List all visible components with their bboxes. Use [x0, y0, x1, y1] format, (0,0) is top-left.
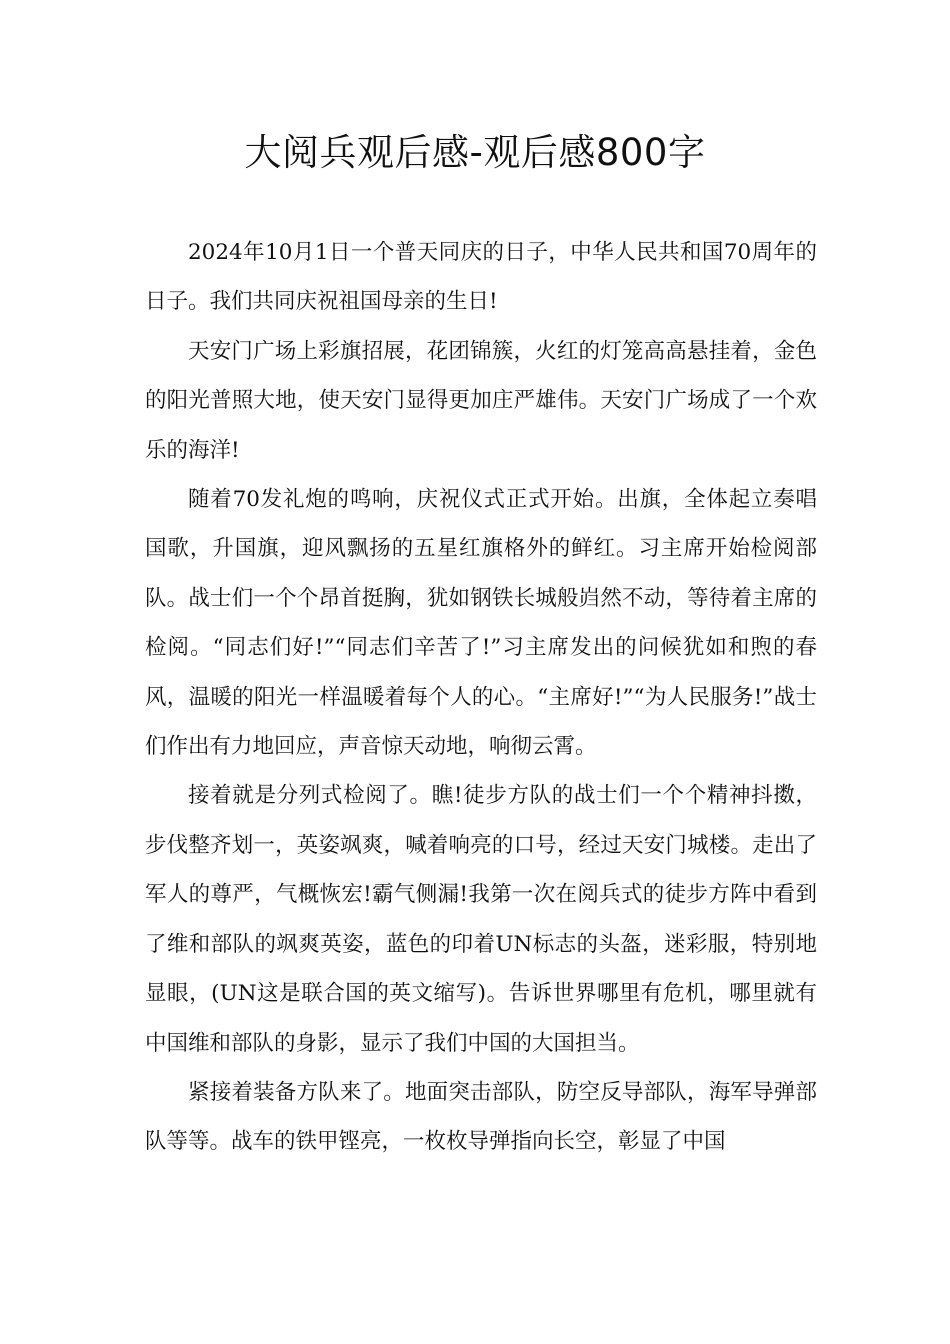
paragraph-4: 接着就是分列式检阅了。瞧!徒步方队的战士们一个个精神抖擞，步伐整齐划一，英姿飒爽，喊着响亮的口号，经过天安门城楼。走出了军人的尊严，气概恢宏!霸气侧漏!我第一次在阅兵式的徒步方阵中看到了维和部队的飒爽英姿，蓝色的印着UN标志的头盔，迷彩服，特别地显眼，(UN这是联合国的英文缩写)。告诉世界哪里有危机，哪里就有中国维和部队的身影，显示了我们中国的大国担当。 [145, 783, 817, 1056]
paragraph-2: 天安门广场上彩旗招展，花团锦簇，火红的灯笼高高悬挂着，金色的阳光普照大地，使天安门显得更加庄严雄伟。天安门广场成了一个欢乐的海洋! [145, 338, 817, 463]
document-body [145, 228, 817, 1167]
paragraph-3: 随着70发礼炮的鸣响，庆祝仪式正式开始。出旗，全体起立奏唱国歌，升国旗，迎风飘扬的五星红旗格外的鲜红。习主席开始检阅部队。战士们一个个昂首挺胸，犹如钢铁长城般岿然不动，等待着主席的检阅。“同志们好!”“同志们辛苦了!”习主席发出的问候犹如和煦的春风，温暖的阳光一样温暖着每个人的心。“主席好!”“为人民服务!”战士们作出有力地回应，声音惊天动地，响彻云霄。 [145, 487, 817, 760]
paragraph-5: 紧接着装备方队来了。地面突击部队，防空反导部队，海军导弹部队等等。战车的铁甲铿亮，一枚枚导弹指向长空，彰显了中国 [145, 1079, 817, 1155]
paragraph-1: 2024年10月1日一个普天同庆的日子，中华人民共和国70周年的日子。我们共同庆祝祖国母亲的生日! [145, 240, 817, 315]
document-title: 大阅兵观后感-观后感800字 [244, 131, 706, 174]
